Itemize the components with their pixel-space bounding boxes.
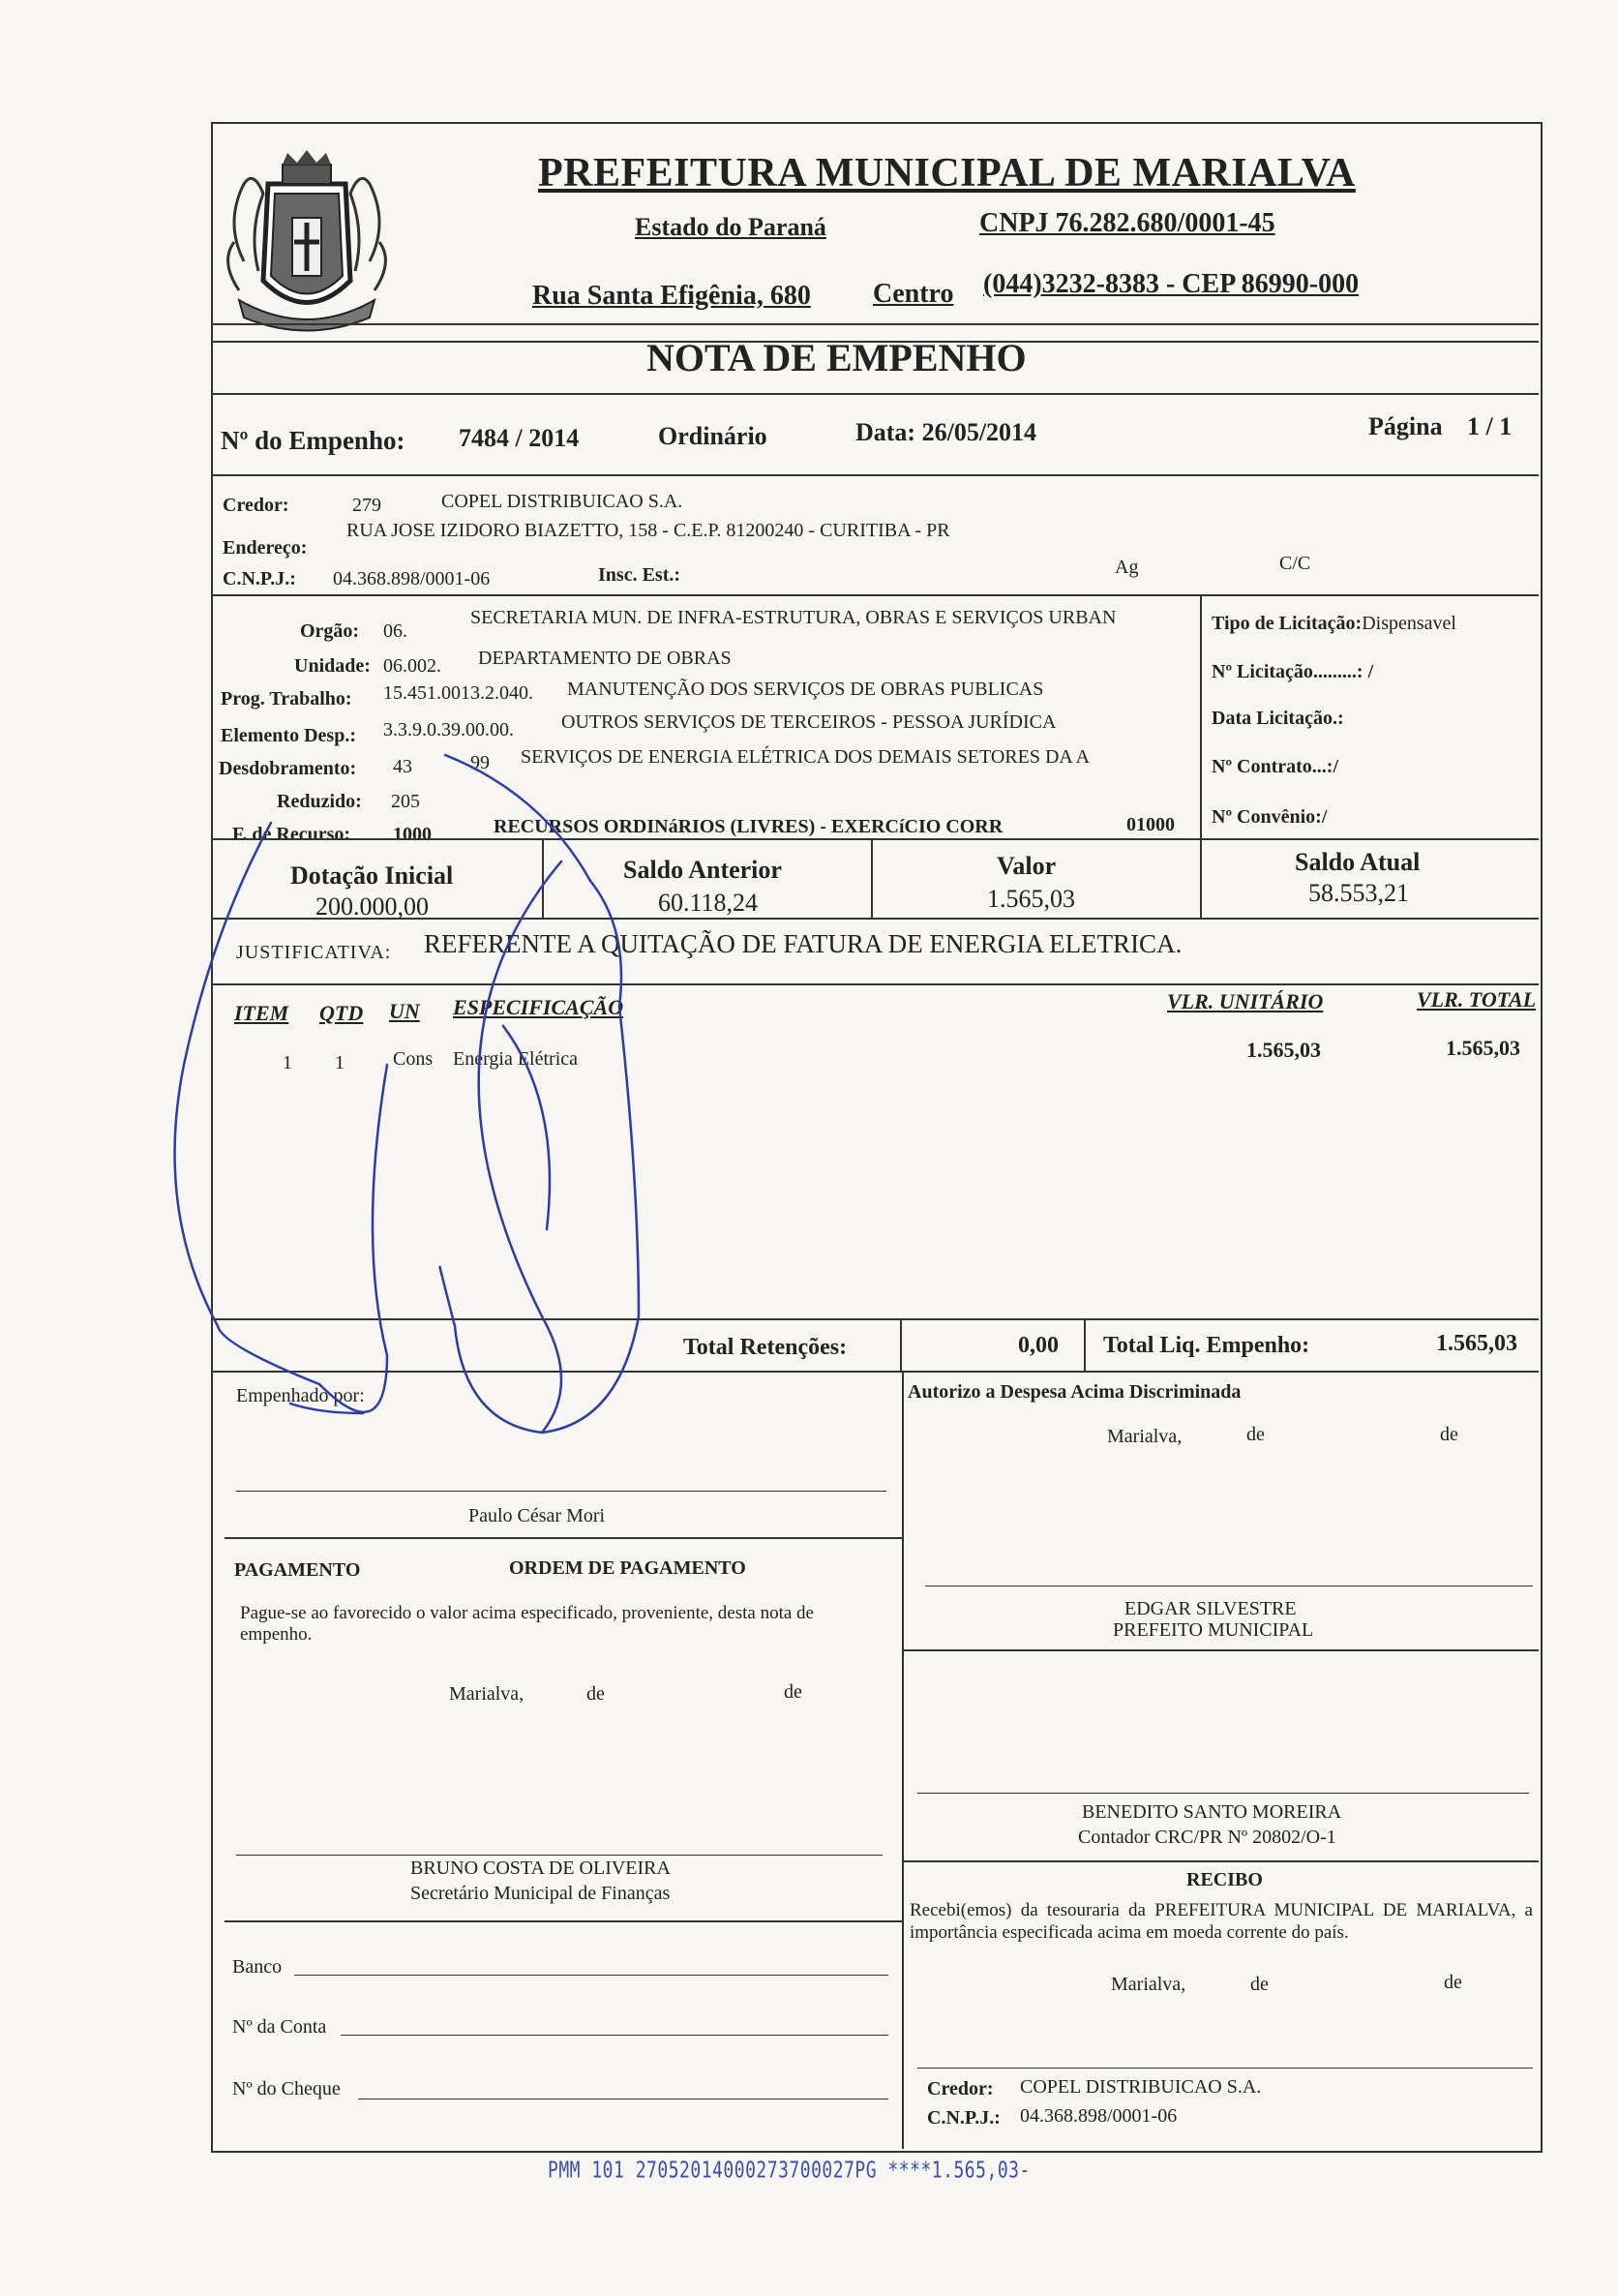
total-retencoes-value: 0,00 xyxy=(1018,1333,1059,1358)
recibo-de-1: de xyxy=(1250,1974,1269,1995)
pagamento-de-1: de xyxy=(586,1683,605,1705)
fonte-recurso-number: 01000 xyxy=(1126,814,1175,835)
empenho-number-label: Nº do Empenho: xyxy=(221,426,405,455)
conta-field xyxy=(341,2035,888,2036)
pagamento-label: PAGAMENTO xyxy=(234,1559,361,1581)
prog-trabalho-desc: MANUTENÇÃO DOS SERVIÇOS DE OBRAS PUBLICAS xyxy=(567,679,1044,700)
recibo-credor-label: Credor: xyxy=(927,2078,994,2100)
elemento-label: Elemento Desp.: xyxy=(221,725,356,746)
recibo-local: Marialva, xyxy=(1111,1974,1186,1995)
org-district: Centro xyxy=(873,279,954,309)
row-item: 1 xyxy=(283,1052,292,1073)
contrato-number: Nº Contrato...:/ xyxy=(1212,756,1339,777)
justificativa-label: JUSTIFICATIVA: xyxy=(236,942,392,963)
credor-address: RUA JOSE IZIDORO BIAZETTO, 158 - C.E.P. 81200240 - CURITIBA - PR xyxy=(346,520,950,541)
prog-trabalho-label: Prog. Trabalho: xyxy=(221,688,352,710)
row-un: Cons xyxy=(393,1048,434,1070)
col-vlr-total: VLR. TOTAL xyxy=(1417,987,1537,1012)
empenho-type: Ordinário xyxy=(658,422,767,450)
total-liq-value: 1.565,03 xyxy=(1436,1331,1517,1356)
cheque-label: Nº do Cheque xyxy=(232,2078,341,2100)
row-especificacao: Energia Elétrica xyxy=(453,1048,579,1070)
recibo-cnpj-label: C.N.P.J.: xyxy=(927,2107,1001,2129)
cnpj-label: C.N.P.J.: xyxy=(223,568,296,589)
cc-label: C/C xyxy=(1279,553,1311,574)
unidade-label: Unidade: xyxy=(294,655,371,677)
licitacao-type-label: Tipo de Licitação: xyxy=(1212,613,1363,634)
prefeito-name: EDGAR SILVESTRE xyxy=(1124,1598,1297,1619)
col-un: UN xyxy=(389,999,420,1023)
valor-label: Valor xyxy=(997,852,1057,880)
credor-cnpj: 04.368.898/0001-06 xyxy=(333,568,491,589)
org-street: Rua Santa Efigênia, 680 xyxy=(532,281,811,311)
orgao-label: Orgão: xyxy=(300,620,360,642)
desdobramento-desc: SERVIÇOS DE ENERGIA ELÉTRICA DOS DEMAIS SETORES DA A xyxy=(521,746,1091,768)
desdobramento-label: Desdobramento: xyxy=(219,758,357,779)
fonte-recurso-desc: RECURSOS ORDINáRIOS (LIVRES) - EXERCíCIO CORR xyxy=(494,816,1004,837)
unidade-desc: DEPARTAMENTO DE OBRAS xyxy=(478,648,732,669)
state-name: Estado do Paraná xyxy=(635,213,826,241)
row-vlr-unitario: 1.565,03 xyxy=(1246,1038,1321,1062)
row-vlr-total: 1.565,03 xyxy=(1446,1036,1520,1060)
ag-label: Ag xyxy=(1115,557,1139,578)
saldo-anterior-label: Saldo Anterior xyxy=(623,856,782,884)
empenhado-por-label: Empenhado por: xyxy=(236,1385,365,1406)
conta-label: Nº da Conta xyxy=(232,2016,327,2038)
elemento-code: 3.3.9.0.39.00.00. xyxy=(383,719,514,740)
insc-est-label: Insc. Est.: xyxy=(598,564,681,586)
credor-name: COPEL DISTRIBUICAO S.A. xyxy=(441,491,683,512)
reduzido-value: 205 xyxy=(391,791,420,812)
dotacao-inicial-value: 200.000,00 xyxy=(315,892,429,921)
convenio-number: Nº Convênio:/ xyxy=(1212,806,1328,828)
elemento-desc: OUTROS SERVIÇOS DE TERCEIROS - PESSOA JURÍDICA xyxy=(561,711,1057,733)
pague-se-text: Pague-se ao favorecido o valor acima especificado, proveniente, desta nota de empenho. xyxy=(240,1603,814,1645)
footer-stamp: PMM 101 27052014000273700027PG ****1.565,03- xyxy=(548,2157,1031,2184)
licitacao-type: Dispensavel xyxy=(1362,613,1456,634)
autorizo-local: Marialva, xyxy=(1107,1426,1183,1447)
dotacao-inicial-label: Dotação Inicial xyxy=(290,861,454,890)
saldo-atual-label: Saldo Atual xyxy=(1295,848,1421,876)
col-item: ITEM xyxy=(234,1001,289,1025)
coat-of-arms-icon xyxy=(215,145,399,339)
saldo-anterior-value: 60.118,24 xyxy=(658,889,759,917)
orgao-code: 06. xyxy=(383,620,407,642)
desdobramento-code-2: 99 xyxy=(470,752,490,773)
reduzido-label: Reduzido: xyxy=(277,791,362,812)
fonte-recurso-code: 1000 xyxy=(393,824,432,845)
ordem-pagamento-label: ORDEM DE PAGAMENTO xyxy=(509,1557,746,1579)
org-name: PREFEITURA MUNICIPAL DE MARIALVA xyxy=(538,151,1356,196)
autorizo-de-2: de xyxy=(1440,1424,1458,1445)
recibo-text: Recebi(emos) da tesouraria da PREFEITURA MUNICIPAL DE MARIALVA, a importância especificada acima em moeda corrente do país. xyxy=(910,1900,1533,1943)
credor-label: Credor: xyxy=(223,495,289,516)
empenhado-por-name: Paulo César Mori xyxy=(468,1505,606,1526)
recibo-title: RECIBO xyxy=(1186,1869,1263,1890)
licitacao-number: Nº Licitação.........: / xyxy=(1212,661,1374,682)
prog-trabalho-code: 15.451.0013.2.040. xyxy=(383,682,533,704)
page-label: Página xyxy=(1368,412,1443,440)
autorizo-text: Autorizo a Despesa Acima Discriminada xyxy=(908,1381,1242,1403)
col-especificacao: ESPECIFICAÇÃO xyxy=(453,995,624,1019)
orgao-desc: SECRETARIA MUN. DE INFRA-ESTRUTURA, OBRAS E SERVIÇOS URBAN xyxy=(470,607,1117,628)
page-number: 1 / 1 xyxy=(1467,412,1513,440)
cheque-field xyxy=(358,2099,888,2100)
total-retencoes-label: Total Retenções: xyxy=(683,1335,848,1360)
justificativa-text: REFERENTE A QUITAÇÃO DE FATURA DE ENERGIA ELETRICA. xyxy=(424,929,1183,958)
row-qtd: 1 xyxy=(335,1052,345,1073)
endereco-label: Endereço: xyxy=(223,537,308,559)
prefeito-title: PREFEITO MUNICIPAL xyxy=(1113,1619,1314,1641)
desdobramento-code-1: 43 xyxy=(393,756,412,777)
credor-code: 279 xyxy=(352,495,381,516)
total-liq-label: Total Liq. Empenho: xyxy=(1103,1333,1310,1358)
unidade-code: 06.002. xyxy=(383,655,441,677)
org-cnpj: CNPJ 76.282.680/0001-45 xyxy=(979,208,1275,238)
contador-title: Contador CRC/PR Nº 20802/O-1 xyxy=(1078,1827,1336,1848)
saldo-atual-value: 58.553,21 xyxy=(1308,879,1409,907)
contador-name: BENEDITO SANTO MOREIRA xyxy=(1082,1801,1342,1823)
recibo-de-2: de xyxy=(1444,1972,1462,1993)
recibo-credor-name: COPEL DISTRIBUICAO S.A. xyxy=(1020,2076,1262,2098)
secretario-title: Secretário Municipal de Finanças xyxy=(410,1883,671,1904)
banco-field xyxy=(294,1975,888,1976)
col-qtd: QTD xyxy=(319,1001,364,1025)
autorizo-de-1: de xyxy=(1246,1424,1265,1445)
page-title: NOTA DE EMPENHO xyxy=(646,336,1027,379)
licitacao-date: Data Licitação.: xyxy=(1212,708,1344,729)
org-phone-cep: (044)3232-8383 - CEP 86990-000 xyxy=(983,269,1360,299)
pagamento-local: Marialva, xyxy=(449,1683,524,1705)
empenho-date: Data: 26/05/2014 xyxy=(855,418,1037,446)
banco-label: Banco xyxy=(232,1956,283,1978)
empenho-number: 7484 / 2014 xyxy=(459,424,580,452)
valor-value: 1.565,03 xyxy=(987,885,1075,913)
pagamento-de-2: de xyxy=(784,1681,802,1703)
recibo-cnpj-value: 04.368.898/0001-06 xyxy=(1020,2105,1178,2127)
fonte-recurso-label: F. de Recurso: xyxy=(232,824,351,845)
secretario-name: BRUNO COSTA DE OLIVEIRA xyxy=(410,1858,671,1879)
col-vlr-unitario: VLR. UNITÁRIO xyxy=(1167,989,1324,1013)
